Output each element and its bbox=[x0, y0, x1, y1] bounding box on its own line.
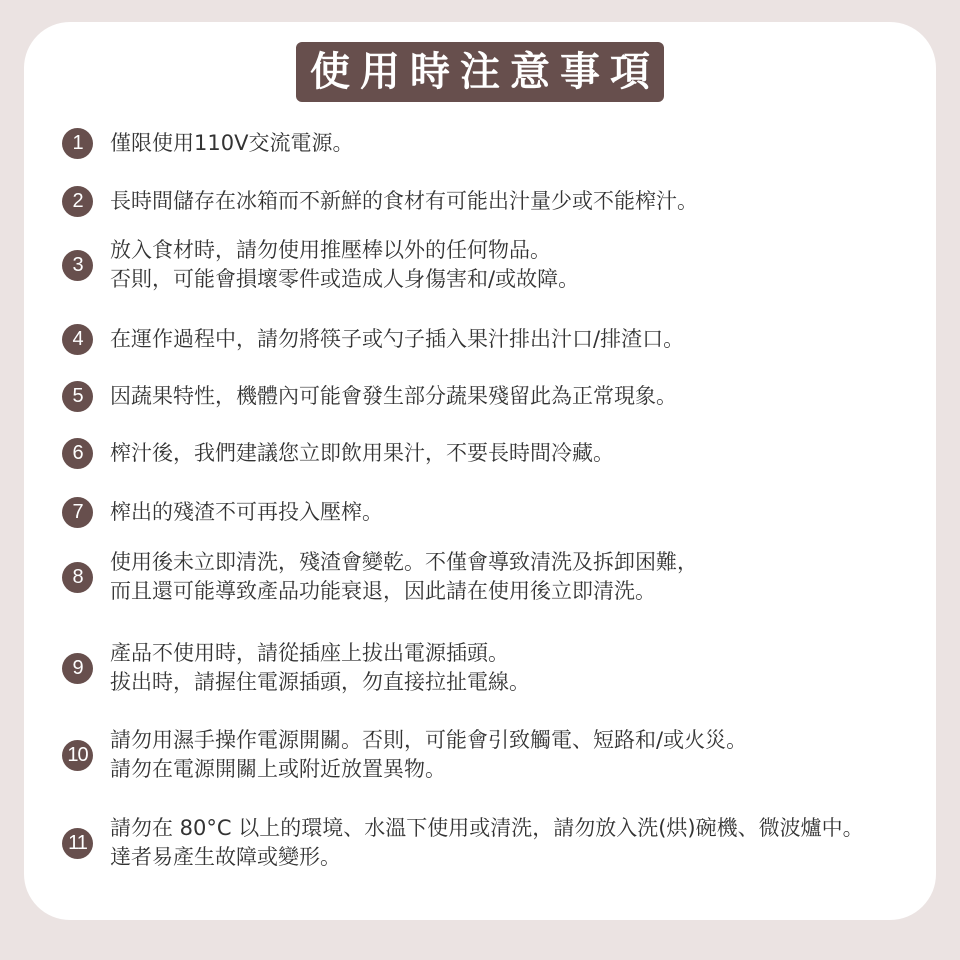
list-item bbox=[62, 236, 916, 294]
list-item bbox=[62, 381, 916, 412]
item-line: 長時間儲存在冰箱而不新鮮的食材有可能出汁量少或不能榨汁。 bbox=[110, 189, 698, 213]
item-line: 而且還可能導致產品功能衰退，因此請在使用後立即清洗。 bbox=[110, 579, 656, 603]
item-text bbox=[110, 325, 684, 354]
item-line: 否則，可能會損壞零件或造成人身傷害和/或故障。 bbox=[110, 267, 580, 291]
item-line: 產品不使用時，請從插座上拔出電源插頭。 bbox=[110, 641, 509, 665]
item-line: 達者易產生故障或變形。 bbox=[110, 845, 341, 869]
list-item bbox=[62, 128, 916, 159]
item-line: 請勿在 80°C 以上的環境、水溫下使用或清洗，請勿放入洗(烘)碗機、微波爐中。 bbox=[110, 816, 864, 840]
list-item bbox=[62, 324, 916, 355]
list-item bbox=[62, 726, 916, 784]
item-text bbox=[110, 382, 677, 411]
item-text bbox=[110, 236, 579, 294]
item-line: 使用後未立即清洗，殘渣會變乾。不僅會導致清洗及拆卸困難， bbox=[110, 550, 698, 574]
list-item bbox=[62, 186, 916, 217]
item-text bbox=[110, 726, 747, 784]
item-line: 榨出的殘渣不可再投入壓榨。 bbox=[110, 500, 383, 524]
page-title: 使用時注意事項 bbox=[296, 42, 664, 102]
item-line: 請勿用濕手操作電源開關。否則，可能會引致觸電、短路和/或火災。 bbox=[110, 728, 748, 752]
item-text bbox=[110, 548, 698, 606]
item-number-badge: 7 bbox=[62, 497, 93, 528]
item-number-badge: 3 bbox=[62, 250, 93, 281]
item-text bbox=[110, 439, 614, 468]
list-item bbox=[62, 814, 916, 872]
item-number-badge: 6 bbox=[62, 438, 93, 469]
item-text bbox=[110, 187, 698, 216]
item-number-badge: 5 bbox=[62, 381, 93, 412]
item-number-badge: 11 bbox=[62, 828, 93, 859]
item-line: 放入食材時，請勿使用推壓棒以外的任何物品。 bbox=[110, 238, 551, 262]
item-text bbox=[110, 639, 530, 697]
item-number-badge: 8 bbox=[62, 562, 93, 593]
item-number-badge: 10 bbox=[62, 740, 93, 771]
list-item bbox=[62, 438, 916, 469]
list-item bbox=[62, 639, 916, 697]
title-wrap bbox=[24, 42, 936, 102]
item-number-badge: 9 bbox=[62, 653, 93, 684]
item-number-badge: 1 bbox=[62, 128, 93, 159]
item-text bbox=[110, 814, 864, 872]
list-item bbox=[62, 497, 916, 528]
item-number-badge: 4 bbox=[62, 324, 93, 355]
item-text bbox=[110, 498, 383, 527]
notice-card bbox=[24, 22, 936, 920]
item-line: 在運作過程中，請勿將筷子或勺子插入果汁排出汁口/排渣口。 bbox=[110, 327, 685, 351]
item-text bbox=[110, 129, 353, 158]
item-line: 拔出時，請握住電源插頭，勿直接拉扯電線。 bbox=[110, 670, 530, 694]
item-line: 因蔬果特性，機體內可能會發生部分蔬果殘留此為正常現象。 bbox=[110, 384, 677, 408]
item-line: 請勿在電源開關上或附近放置異物。 bbox=[110, 757, 446, 781]
item-line: 榨汁後，我們建議您立即飲用果汁，不要長時間冷藏。 bbox=[110, 441, 614, 465]
item-number-badge: 2 bbox=[62, 186, 93, 217]
item-line: 僅限使用110V交流電源。 bbox=[110, 131, 354, 155]
list-item bbox=[62, 548, 916, 606]
